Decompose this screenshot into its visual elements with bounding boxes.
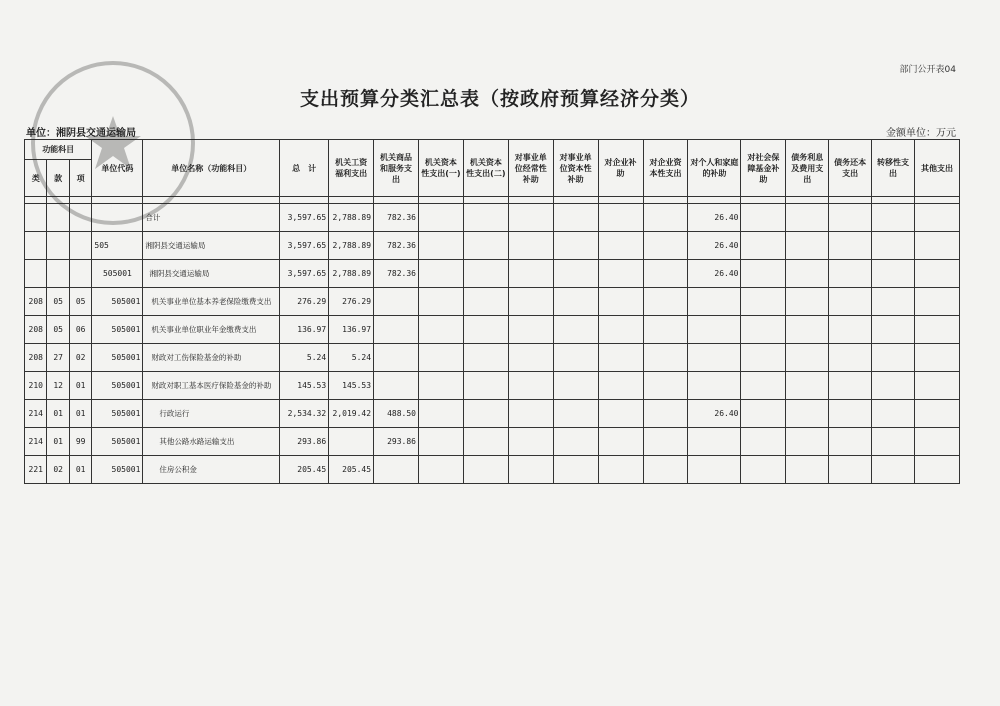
form-number: 部门公开表04 (899, 65, 956, 75)
col-header: 机关资本性支出(二) (463, 140, 508, 197)
table-row: 210 12 01 505001 财政对职工基本医疗保险基金的补助 145.53 145.53 (25, 372, 960, 400)
table-row: 208 27 02 505001 财政对工伤保险基金的补助 5.24 5.24 (25, 344, 960, 372)
table-row: 505001 湘阴县交通运输局 3,597.65 2,788.89 782.36 26.40 (25, 260, 960, 288)
table-row: 214 01 01 505001 行政运行 2,534.32 2,019.42 488.50 26.40 (25, 400, 960, 428)
col-header: 债务利息及费用支出 (786, 140, 829, 197)
col-header: 对社会保障基金补助 (741, 140, 786, 197)
col-header: 债务还本支出 (829, 140, 872, 197)
col-header: 转移性支出 (872, 140, 915, 197)
table-row: 505 湘阴县交通运输局 3,597.65 2,788.89 782.36 26.40 (25, 232, 960, 260)
func-subject-header: 功能科目 (25, 140, 92, 160)
table-row: 221 02 01 505001 住房公积金 205.45 205.45 (25, 456, 960, 484)
xiang-header: 项 (69, 160, 91, 197)
unit-name-header: 单位名称（功能科目） (143, 140, 280, 197)
col-header: 对事业单位资本性补助 (553, 140, 598, 197)
total-header: 总 计 (280, 140, 329, 197)
budget-table (24, 139, 960, 484)
unit-label: 单位：湘阴县交通运输局 (26, 128, 136, 139)
table-row: 214 01 99 505001 其他公路水路运输支出 293.86 293.86 (25, 428, 960, 456)
col-header: 机关资本性支出(一) (418, 140, 463, 197)
col-header: 对企业资本性支出 (643, 140, 688, 197)
table-row: 208 05 06 505001 机关事业单位职业年金缴费支出 136.97 136.97 (25, 316, 960, 344)
lei-header: 类 (25, 160, 47, 197)
col-header: 对个人和家庭的补助 (688, 140, 741, 197)
table-row: 208 05 05 505001 机关事业单位基本养老保险缴费支出 276.29 276.29 (25, 288, 960, 316)
spacer-row (25, 197, 960, 204)
page-title: 支出预算分类汇总表（按政府预算经济分类） (299, 88, 700, 110)
col-header: 对企业补助 (598, 140, 643, 197)
amount-unit: 金额单位：万元 (886, 128, 956, 139)
col-header: 机关工资福利支出 (329, 140, 374, 197)
table-row: 合计 3,597.65 2,788.89 782.36 26.40 (25, 204, 960, 232)
col-header: 机关商品和服务支出 (374, 140, 419, 197)
col-header: 对事业单位经常性补助 (508, 140, 553, 197)
col-header: 其他支出 (914, 140, 959, 197)
unit-code-header: 单位代码 (92, 140, 143, 197)
kuan-header: 款 (47, 160, 69, 197)
